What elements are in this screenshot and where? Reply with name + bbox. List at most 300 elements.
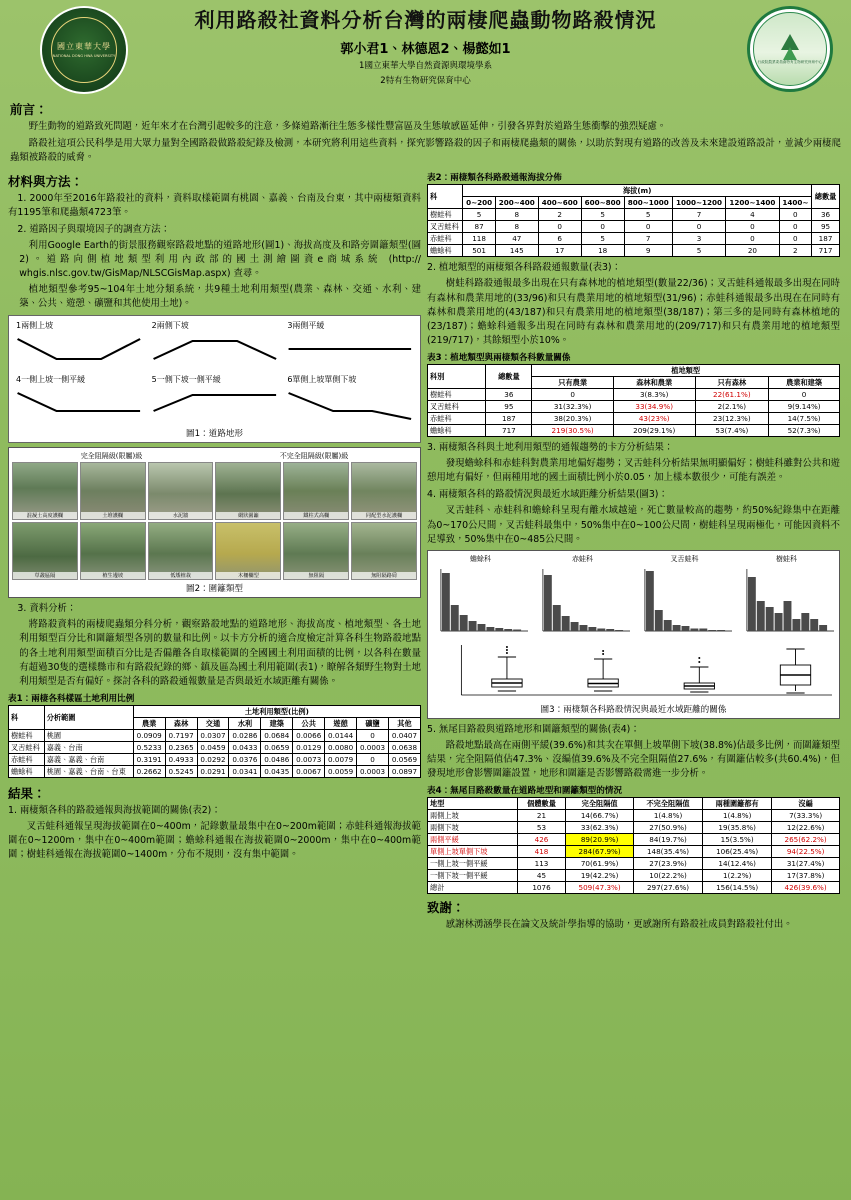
- table-row: [428, 221, 840, 233]
- methods-item-2: 2. 道路因子與環境因子的調查方法：: [17, 223, 170, 235]
- fence-photo-caption: 無阻隔: [284, 572, 348, 579]
- fence-photo: [351, 462, 417, 520]
- result-1-body: 叉舌蛙科通報呈現海拔範圍在0~400m，記錄數量最集中在0~200m範圍；赤蛙科通報海拔範圍在0~1200m，集中在0~400m範圍；蟾蜍科通報在海拔範圍0~2000m，集中在0~400m範圍；樹蛙科通報在海拔範圍0~1400m，分布不規則，沒有集中範圍。: [8, 820, 421, 861]
- fence-photo: [80, 462, 146, 520]
- tesri-logo: [747, 6, 833, 92]
- university-logo-cn: 國立東華大學: [57, 42, 111, 52]
- intro-paragraph-1: 野生動物的道路致死問題，近年來才在台灣引起較多的注意，多條道路漸往生態多樣性豐富區及生態敏感區延伸，引發各界對於道路生態衝擊的強烈疑慮。: [28, 121, 667, 132]
- table1-cell: 0.0003: [357, 765, 389, 777]
- fence-photo: [215, 522, 281, 580]
- table2-cell: 187: [812, 233, 840, 245]
- fence-group-label-full: 完全阻隔級(限屬)級: [80, 452, 143, 461]
- table-row: [428, 424, 840, 436]
- chart-panel: [533, 554, 632, 639]
- table3-header-cell: 只有森林: [695, 376, 769, 388]
- table2-header-cell: 600~800: [581, 197, 624, 209]
- table2-cell: 118: [463, 233, 495, 245]
- result-1-title: 1. 兩棲類各科的路殺通報與海拔範圍的關係(表2)：: [8, 804, 221, 816]
- table2-cell: 20: [726, 245, 779, 257]
- table2-cell: 0: [726, 221, 779, 233]
- section-methods-title: 材料與方法：: [8, 174, 84, 190]
- intro-paragraph-2: 路殺社這項公民科學是用大眾力量對全國路殺做路殺紀錄及檢測，本研究將利用這些資料，探究影響路殺的因子和兩棲爬蟲類的關係，以助於對現有道路的改善及未來建設道路設計，並減少兩棲爬蟲類被路殺的威脅。: [10, 138, 841, 164]
- table2-cell: 7: [624, 233, 672, 245]
- thanks-body: 感謝林湧涵學長在論文及統計學指導的協助，更感謝所有路殺社成員對路殺社付出。: [445, 919, 793, 931]
- table-row: [428, 870, 840, 882]
- table1-cell: 0.0073: [293, 753, 325, 765]
- section2-body: 樹蛙科路殺通報最多出現在只有森林地的植地類型(數量22/36)；叉舌蛙科通報最多出現在同時有森林和農業用地的(33/96)和只有農業用地的植地類型(31/96)；赤蛙科通報最多出現在在同時有森林和農業用地的(43/187)和只有農業用地的植地類型(38/187)；第三多的是同時有森林植地的(23/187)；蟾蜍科通報多出現在同時有森林和農業用地的(209/717)和只有農業用地的植地類型(219/717)，其餘類型小於10%。: [427, 278, 840, 346]
- road-diagram-label: 5一側下坡一側平緩: [151, 375, 221, 385]
- table4-cell: 兩側平緩: [428, 834, 518, 846]
- table2-cell: 8: [495, 221, 538, 233]
- table1-cell: 蟾蜍科: [9, 765, 45, 777]
- table-row: [428, 858, 840, 870]
- table4-cell: 1076: [517, 882, 565, 894]
- histogram-ranidae: [533, 565, 632, 639]
- tesri-logo-text: 行政院農業委員會特有生物研究保育中心: [757, 59, 823, 64]
- table2-cell: 0: [581, 221, 624, 233]
- table4-cell: 148(35.4%): [633, 846, 702, 858]
- table1-cell: 桃園、嘉義、台南、台東: [44, 765, 133, 777]
- fence-photo-caption: 低矮植栽: [149, 572, 213, 579]
- table1-cell: 0.0684: [261, 729, 293, 741]
- table-row: [428, 233, 840, 245]
- methods-item-2-p1: 利用Google Earth的街景服務觀察路殺地點的道路地形(圖1)、海拔高度及和路旁圍籬類型(圖2)。道路向側植地類型利用內政部的國土測繪圖資e商城系統 (http:// whgis.nlsc.gov.tw/GisMap/NLSCGisMap.aspx) 查尋。: [19, 239, 421, 279]
- table3-header-cell: 科別: [428, 364, 486, 388]
- table1-cell: 0.7197: [165, 729, 197, 741]
- table1-header-cell: 其他: [388, 717, 420, 729]
- table3-cell: 樹蛙科: [428, 388, 486, 400]
- table-row: [428, 822, 840, 834]
- table2-header-cell: 1200~1400: [726, 197, 779, 209]
- table4-cell: 297(27.6%): [633, 882, 702, 894]
- section2-title: 2. 植地類型的兩棲類各科路殺通報數量(表3)：: [427, 262, 621, 274]
- table2-cell: 36: [812, 209, 840, 221]
- table-row: [428, 400, 840, 412]
- university-logo-en: NATIONAL DONG HWA UNIVERSITY: [52, 53, 116, 58]
- boxplot-water-distance: [431, 641, 836, 701]
- table3-caption: 表3：植地類型與兩棲類各科數量關係: [427, 352, 571, 363]
- affiliation-1: 1國立東華大學自然資源與環境學系: [359, 61, 492, 71]
- table1-header-cell: 農業: [133, 717, 165, 729]
- methods-item-3-p1: 將路殺資料的兩棲爬蟲類分科分析，觀察路殺地點的道路地形、海拔高度、植地類型、各土地利用類型百分比和圍籬類型各別的數量和比例。以卡方分析的適合度檢定計算各科生物路殺地點的各土地利用類型面積百分比是否偏離各自取樣範圍的全國國土利用面積的比例，以各科在數量有超過30隻的選樣縣市和有路殺紀錄的鄉、鎮及區為國土利用範圍(表1)，瞭解各類野生物對土地利用類型是否有偏好。探討各科的路殺通報數量是否與最近水域距離有關係。: [19, 619, 421, 687]
- left-column: [8, 168, 421, 935]
- table2-cell: 17: [538, 245, 581, 257]
- table3-cell: 43(23%): [613, 412, 695, 424]
- table2-header-cell: 400~600: [538, 197, 581, 209]
- fence-photo-caption: 網狀圍籬: [216, 512, 280, 519]
- table4-cell: 單側上坡單側下坡: [428, 846, 518, 858]
- table4-cell: 265(62.2%): [772, 834, 840, 846]
- table4-header-cell: 不完全阻隔值: [633, 798, 702, 810]
- table2-cell: 0: [779, 221, 811, 233]
- table1-cell: 0.0486: [261, 753, 293, 765]
- table2-header-cell: 1400~: [779, 197, 811, 209]
- table1-cell: 0.0286: [229, 729, 261, 741]
- affiliation-2: 2特有生物研究保育中心: [380, 76, 471, 87]
- table2-cell: 2: [538, 209, 581, 221]
- table2-header-cell: 0~200: [463, 197, 495, 209]
- table3-cell: 14(7.5%): [769, 412, 840, 424]
- table4-cell: 一側下坡一側平緩: [428, 870, 518, 882]
- table1-header-cell: 科: [9, 705, 45, 729]
- table-row: [428, 412, 840, 424]
- table1-header-cell: 森林: [165, 717, 197, 729]
- table1-cell: 0.0059: [325, 765, 357, 777]
- table1-cell: 0.0341: [229, 765, 261, 777]
- fence-photo: [12, 522, 78, 580]
- tree-icon: [783, 47, 797, 60]
- table4-cell: 89(20.9%): [566, 834, 634, 846]
- table4-cell: 70(61.9%): [566, 858, 634, 870]
- table2-cell: 5: [463, 209, 495, 221]
- table2-cell: 3: [672, 233, 725, 245]
- table3-cell: 31(32.3%): [532, 400, 614, 412]
- chart-panel-title: 赤蛙科: [572, 554, 593, 563]
- table2-cell: 2: [779, 245, 811, 257]
- table4-cell: 14(66.7%): [566, 810, 634, 822]
- table1-header-cell: 水利: [229, 717, 261, 729]
- table4-cell: 21: [517, 810, 565, 822]
- road-diagram-cell: [12, 373, 146, 425]
- table1-header-cell: 公共: [293, 717, 325, 729]
- table3-cell: 0: [532, 388, 614, 400]
- table1-cell: 0.0435: [261, 765, 293, 777]
- table1-cell: 0.0433: [229, 741, 261, 753]
- section-results-title: 結果：: [8, 785, 46, 801]
- fence-photo-caption: 木柵欄型: [216, 572, 280, 579]
- table2-cell: 叉舌蛙科: [428, 221, 463, 233]
- road-diagram-label: 6單側上坡單側下坡: [287, 375, 357, 385]
- table1-cell: 0.0292: [197, 753, 229, 765]
- table2-cell: 蟾蜍科: [428, 245, 463, 257]
- table1-cell: 0: [357, 753, 389, 765]
- author-list: 郭小君1、林德恩2、楊懿如1: [340, 42, 511, 57]
- chart-panel: [431, 554, 530, 639]
- fence-photo-caption: 無阻隔路肩: [352, 572, 416, 579]
- table3-cell: 2(2.1%): [695, 400, 769, 412]
- content-columns: [0, 168, 851, 935]
- table3-cell: 209(29.1%): [613, 424, 695, 436]
- table4-cell: 一側上坡一側平緩: [428, 858, 518, 870]
- road-diagram-cell: [148, 373, 282, 425]
- table4-cell: 12(22.6%): [772, 822, 840, 834]
- table3-cell: 95: [486, 400, 532, 412]
- section5-body: 路殺地點最高在兩側平緩(39.6%)和其次在單側上坡單側下坡(38.8%)佔最多比例，而圍籬類型結果，完全阻隔值佔47.3%、沒編值39.6%及不完全阻隔值27.6%，有圍籬佔較多(共60.4%)，但發現地形會影響圍籬設置，地形和圍籬是否影響路殺需進一步分析。: [427, 739, 840, 780]
- right-column: [427, 168, 840, 935]
- section4-body: 叉舌蛙科、赤蛙科和蟾蜍科呈現有離水域越遠，死亡數量較高的趨勢，約50%紀錄集中在距離為0~170公尺間，叉舌蛙科最集中，50%集中在0~100公尺間，樹蛙科呈現兩極化，可能因資料不足導致，50%集中在0~485公尺間。: [427, 505, 840, 545]
- table-row: [9, 753, 421, 765]
- table-row: [9, 729, 421, 741]
- fence-photo: [148, 462, 214, 520]
- table2-cell: 0: [779, 233, 811, 245]
- table2-cell: 樹蛙科: [428, 209, 463, 221]
- table-row: [428, 834, 840, 846]
- table4-cell: 27(23.9%): [633, 858, 702, 870]
- table2-header-cell: 科: [428, 185, 463, 209]
- fence-photo-caption: 混凝土高度護欄: [13, 512, 77, 519]
- table1-cell: 0.0079: [325, 753, 357, 765]
- fence-photo-caption: 鐵柱式高欄: [284, 512, 348, 519]
- road-shape-icon: [12, 385, 146, 423]
- section-intro-title: 前言：: [10, 102, 48, 117]
- table-landuse-ratio: [8, 705, 421, 778]
- table1-cell: 0.0003: [357, 741, 389, 753]
- table1-cell: 0.2365: [165, 741, 197, 753]
- table2-header-cell: 800~1000: [624, 197, 672, 209]
- table4-cell: 15(3.5%): [703, 834, 772, 846]
- road-diagram-cell: [148, 319, 282, 371]
- table3-header-cell: 只有農業: [532, 376, 614, 388]
- table1-header-cell: 遊憩: [325, 717, 357, 729]
- table2-cell: 0: [624, 221, 672, 233]
- table2-group-header: 海拔(m): [463, 185, 812, 197]
- table1-header-cell: 礦鹽: [357, 717, 389, 729]
- table1-cell: 0.3191: [133, 753, 165, 765]
- table3-cell: 赤蛙科: [428, 412, 486, 424]
- fence-photo: [148, 522, 214, 580]
- section3-body: 發現蟾蜍科和赤蛙科對農業用地偏好趨勢；叉舌蛙科分析結果無明顯偏好；樹蛙科雖對公共和遊憩用地有偏好，但兩種用地的國土面積比例小於0.05，加上樣本數很少，可能有誤差。: [427, 458, 840, 484]
- methods-item-2-p2: 植地類型參考95~104年土地分類系統，共9種土地利用類型(農業、森林、交通、水利、建築、公共、遊憩、礦鹽和其他使用土地)。: [19, 283, 421, 310]
- table1-cell: 樹蛙科: [9, 729, 45, 741]
- table2-cell: 18: [581, 245, 624, 257]
- table1-cell: 赤蛙科: [9, 753, 45, 765]
- table4-cell: 1(2.2%): [703, 870, 772, 882]
- road-diagram-cell: [283, 373, 417, 425]
- table1-cell: 0.0144: [325, 729, 357, 741]
- table4-cell: 113: [517, 858, 565, 870]
- histogram-dicroglossidae: [635, 565, 734, 639]
- table2-cell: 9: [624, 245, 672, 257]
- table4-cell: 10(22.2%): [633, 870, 702, 882]
- table2-cell: 0: [779, 209, 811, 221]
- table2-cell: 0: [726, 233, 779, 245]
- table-row: [428, 810, 840, 822]
- table1-cell: 0.0066: [293, 729, 325, 741]
- table1-cell: 0.0897: [388, 765, 420, 777]
- table4-cell: 17(37.8%): [772, 870, 840, 882]
- table2-cell: 717: [812, 245, 840, 257]
- table3-cell: 9(9.14%): [769, 400, 840, 412]
- fence-photo: [351, 522, 417, 580]
- table4-cell: 27(50.9%): [633, 822, 702, 834]
- table3-header-cell: 森林和農業: [613, 376, 695, 388]
- table4-header-cell: 完全阻隔值: [566, 798, 634, 810]
- section-thanks-title: 致謝：: [427, 900, 465, 916]
- table3-cell: 0: [769, 388, 840, 400]
- poster-header: [0, 0, 851, 96]
- table4-cell: 1(4.8%): [703, 810, 772, 822]
- table3-cell: 219(30.5%): [532, 424, 614, 436]
- table-row: [428, 882, 840, 894]
- table3-cell: 22(61.1%): [695, 388, 769, 400]
- histogram-toad: [431, 565, 530, 639]
- table1-cell: 桃園: [44, 729, 133, 741]
- table4-cell: 426: [517, 834, 565, 846]
- table3-cell: 38(20.3%): [532, 412, 614, 424]
- table1-cell: 0.5245: [165, 765, 197, 777]
- table-row: [428, 245, 840, 257]
- table1-header-cell: 分析範圍: [44, 705, 133, 729]
- table-topography-fence: [427, 797, 840, 894]
- table1-cell: 0.0909: [133, 729, 165, 741]
- table1-cell: 0.0569: [388, 753, 420, 765]
- table2-cell: 4: [726, 209, 779, 221]
- table1-caption: 表1：兩棲各科樣區土地利用比例: [8, 693, 135, 704]
- chart-panel: [737, 554, 836, 639]
- table3-cell: 23(12.3%): [695, 412, 769, 424]
- road-shape-icon: [148, 385, 282, 423]
- fence-photo-caption: 土堆護欄: [81, 512, 145, 519]
- section5-title: 5. 無尾目路殺與道路地形和圍籬類型的關係(表4)：: [427, 723, 640, 735]
- table2-header-cell: 總數量: [812, 185, 840, 209]
- table2-cell: 7: [672, 209, 725, 221]
- table4-cell: 19(35.8%): [703, 822, 772, 834]
- road-diagram-label: 4一側上坡一側平緩: [16, 375, 86, 385]
- table1-cell: 0.0291: [197, 765, 229, 777]
- road-shape-icon: [283, 385, 417, 423]
- chart-panel-title: 蟾蜍科: [470, 554, 491, 563]
- table4-cell: 45: [517, 870, 565, 882]
- table3-cell: 叉舌蛙科: [428, 400, 486, 412]
- road-diagram-cell: [12, 319, 146, 371]
- table2-cell: 47: [495, 233, 538, 245]
- page-title: 利用路殺社資料分析台灣的兩棲爬蟲動物路殺情況: [194, 8, 657, 32]
- table2-header-cell: 200~400: [495, 197, 538, 209]
- table4-cell: 94(22.5%): [772, 846, 840, 858]
- fence-photo: [283, 462, 349, 520]
- table1-cell: 0.0376: [229, 753, 261, 765]
- methods-item-1: 1. 2000年至2016年路殺社的資料，資料取樣範圍有桃園、嘉義、台南及台東，其中兩棲類資料有1195筆和爬蟲類4723筆。: [8, 193, 421, 219]
- boxplot-panel: [431, 641, 836, 701]
- fence-photo: [215, 462, 281, 520]
- fence-photo: [283, 522, 349, 580]
- table2-cell: 8: [495, 209, 538, 221]
- table4-cell: 兩側下坡: [428, 822, 518, 834]
- table1-cell: 0.0307: [197, 729, 229, 741]
- road-diagram-label: 3兩側平緩: [287, 321, 325, 331]
- table3-cell: 52(7.3%): [769, 424, 840, 436]
- table4-cell: 156(14.5%): [703, 882, 772, 894]
- table4-cell: 106(25.4%): [703, 846, 772, 858]
- chart-panel-title: 樹蛙科: [776, 554, 797, 563]
- methods-item-3: 3. 資料分析：: [17, 603, 77, 615]
- table2-cell: 5: [581, 233, 624, 245]
- table1-cell: 嘉義、嘉義、台南: [44, 753, 133, 765]
- fence-group-label-partial: 不完全阻隔級(限屬)級: [279, 452, 349, 461]
- histogram-rhacophoridae: [737, 565, 836, 639]
- table1-cell: 0.0129: [293, 741, 325, 753]
- table4-header-cell: 沒編: [772, 798, 840, 810]
- table2-cell: 5: [581, 209, 624, 221]
- section3-title: 3. 兩棲類各科與土地利用類型的通報趨勢的卡方分析結果：: [427, 441, 674, 453]
- fence-photo-caption: 草叢區隔: [13, 572, 77, 579]
- table3-cell: 717: [486, 424, 532, 436]
- fence-photo: [12, 462, 78, 520]
- table1-cell: 0.0080: [325, 741, 357, 753]
- table2-header-cell: 1000~1200: [672, 197, 725, 209]
- table3-header-cell: 農業和建築: [769, 376, 840, 388]
- table3-cell: 36: [486, 388, 532, 400]
- table3-cell: 187: [486, 412, 532, 424]
- table4-header-cell: 兩種圍籬都有: [703, 798, 772, 810]
- table1-header-cell: 建築: [261, 717, 293, 729]
- road-diagram-label: 2兩側下坡: [151, 321, 189, 331]
- road-shape-icon: [12, 331, 146, 369]
- figure-fence-types: [8, 447, 421, 598]
- table2-cell: 5: [624, 209, 672, 221]
- table4-cell: 33(62.3%): [566, 822, 634, 834]
- figure2-caption: 圖2：圍籬類型: [185, 584, 244, 595]
- fence-photo: [80, 522, 146, 580]
- road-shape-icon: [148, 331, 282, 369]
- table1-cell: 0.0067: [293, 765, 325, 777]
- section4-title: 4. 兩棲類各科的路殺情況與最近水域距離分析結果(圖3)：: [427, 489, 668, 501]
- table4-cell: 84(19.7%): [633, 834, 702, 846]
- table1-cell: 0.5233: [133, 741, 165, 753]
- table4-cell: 426(39.6%): [772, 882, 840, 894]
- table4-header-cell: 個體數量: [517, 798, 565, 810]
- figure3-caption: 圖3：兩棲類各科路殺情況與最近水域距離的關係: [540, 704, 727, 715]
- table3-cell: 3(8.3%): [613, 388, 695, 400]
- figure1-caption: 圖1：道路地形: [185, 429, 244, 440]
- table2-cell: 95: [812, 221, 840, 233]
- table2-cell: 0: [672, 221, 725, 233]
- table-row: [9, 741, 421, 753]
- table4-cell: 284(67.9%): [566, 846, 634, 858]
- table4-cell: 兩側上坡: [428, 810, 518, 822]
- road-diagram-label: 1兩側上坡: [16, 321, 54, 331]
- table1-cell: 叉舌蛙科: [9, 741, 45, 753]
- table1-cell: 0.2662: [133, 765, 165, 777]
- table3-cell: 33(34.9%): [613, 400, 695, 412]
- table-row: [9, 765, 421, 777]
- table4-cell: 53: [517, 822, 565, 834]
- table2-caption: 表2：兩棲類各科路殺通報海拔分佈: [427, 173, 562, 184]
- table-row: [428, 846, 840, 858]
- table3-cell: 53(7.4%): [695, 424, 769, 436]
- table3-group-header: 植地類型: [532, 364, 840, 376]
- table4-cell: 509(47.3%): [566, 882, 634, 894]
- table2-cell: 赤蛙科: [428, 233, 463, 245]
- table3-cell: 蟾蜍科: [428, 424, 486, 436]
- university-logo: [40, 6, 128, 94]
- table1-cell: 0: [357, 729, 389, 741]
- fence-photo-caption: 水泥牆: [149, 512, 213, 519]
- table4-cell: 418: [517, 846, 565, 858]
- table1-cell: 0.0638: [388, 741, 420, 753]
- table4-cell: 7(33.3%): [772, 810, 840, 822]
- table2-cell: 6: [538, 233, 581, 245]
- table1-cell: 0.0659: [261, 741, 293, 753]
- table2-cell: 145: [495, 245, 538, 257]
- table4-cell: 14(12.4%): [703, 858, 772, 870]
- table1-group-header: 土地利用類型(比例): [133, 705, 420, 717]
- table4-header-cell: 地型: [428, 798, 518, 810]
- road-shape-icon: [283, 331, 417, 369]
- table1-cell: 0.0459: [197, 741, 229, 753]
- table4-cell: 19(42.2%): [566, 870, 634, 882]
- table-elevation-distribution: [427, 184, 840, 257]
- chart-panel-title: 叉舌蛙科: [670, 554, 699, 563]
- table1-header-cell: 交通: [197, 717, 229, 729]
- fence-photo-caption: 同配型水泥護欄: [352, 512, 416, 519]
- road-diagram-cell: [283, 319, 417, 371]
- table3-header-cell: 總數量: [486, 364, 532, 388]
- fence-photo-caption: 植生邊坡: [81, 572, 145, 579]
- table4-cell: 1(4.8%): [633, 810, 702, 822]
- table4-cell: 總計: [428, 882, 518, 894]
- table-row: [428, 388, 840, 400]
